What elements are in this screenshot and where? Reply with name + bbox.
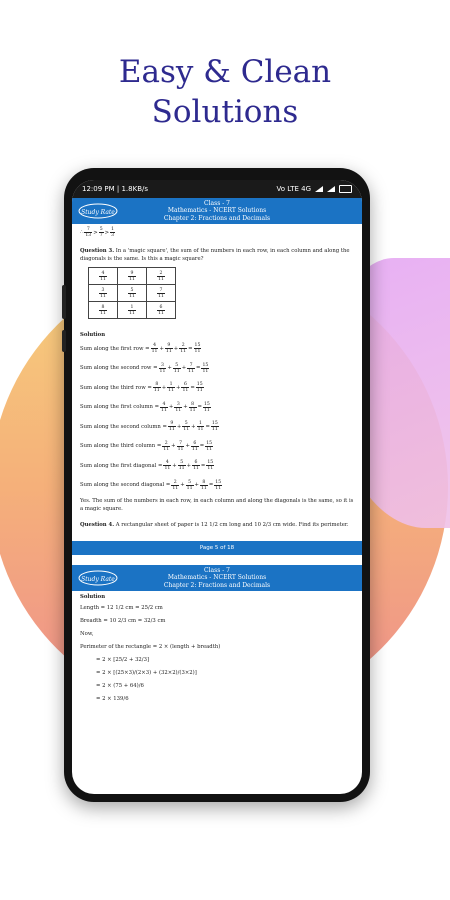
- fraction: $\frac{7}{11}$: [188, 362, 194, 374]
- subject-label: Mathematics - NCERT Solutions: [167, 207, 267, 215]
- sum-line: Sum along the first row = $\frac{4}{11}$ + $\frac{9}{11}$ + $\frac{2}{11}$ = $\frac{15}{11}$: [80, 343, 201, 355]
- magic-square-cell: [89, 268, 118, 285]
- fraction: $\frac{8}{11}$: [200, 479, 207, 491]
- fraction: $\frac{7}{11}$: [177, 440, 184, 452]
- solution-label: Solution: [80, 332, 106, 338]
- sum-line: Sum along the third row = $\frac{8}{11}$ + $\frac{1}{11}$ + $\frac{6}{11}$ = $\frac{15}{11}$: [80, 382, 203, 394]
- question-4-text: A rectangular sheet of paper is 12 1/2 cm long and 10 2/3 cm wide. Find its perimeter.: [115, 522, 349, 528]
- status-icons: [277, 185, 353, 193]
- signal-icon: [315, 186, 323, 192]
- step-3: = 2 × (75 + 64)/6: [96, 682, 144, 689]
- fraction: $\frac{15}{11}$: [215, 479, 222, 491]
- fraction: $\frac{15}{11}$: [207, 460, 214, 472]
- phone-power-button: [62, 330, 66, 352]
- step-4: = 2 × 139/6: [96, 695, 129, 702]
- sum-line: Sum along the second diagonal = $\frac{2}{11}$ + $\frac{5}{11}$ + $\frac{8}{11}$ = $\frac{15}{11}$: [80, 479, 222, 491]
- class-label: Class - 7: [204, 199, 230, 207]
- sum-line: Sum along the second row = $\frac{3}{11}$ + $\frac{5}{11}$ + $\frac{7}{11}$ = $\frac{15}{11}$: [80, 362, 209, 374]
- step-2: = 2 × [(25×3)/(2×3) + (32×2)/(3×2)]: [96, 669, 197, 676]
- document-header-2: [72, 565, 362, 591]
- magic-square-cell: [118, 302, 147, 319]
- solution-label-2: Solution: [80, 594, 106, 600]
- question-3: [80, 247, 354, 263]
- question-3-label: Question 3.: [80, 248, 115, 254]
- promo-headline: [0, 52, 450, 132]
- fraction: $\frac{6}{11}$: [191, 440, 198, 452]
- document-header: [72, 198, 362, 224]
- sum-line: Sum along the first column = $\frac{4}{11}$ + $\frac{3}{11}$ + $\frac{8}{11}$ = $\frac{15}{11}$: [80, 401, 210, 413]
- sum-label: Sum along the second row =: [80, 365, 158, 372]
- fraction: $\frac{15}{11}$: [203, 401, 210, 413]
- sum-line: Sum along the third column = $\frac{2}{11}$ + $\frac{7}{11}$ + $\frac{6}{11}$ = $\frac{15}{11}$: [80, 440, 213, 452]
- document-header-text: [72, 200, 362, 223]
- question-3-text: In a 'magic square', the sum of the numbers in each row, in each column and along the diagonals is the same. Is this a magic square?: [80, 248, 350, 262]
- fraction: $\frac{4}{11}$: [164, 460, 171, 472]
- magic-square-table: [88, 267, 176, 319]
- phone-volume-button: [62, 285, 66, 319]
- fraction: $\frac{8}{11}$: [189, 401, 196, 413]
- page-indicator-text: Page 5 of 18: [199, 545, 235, 551]
- sum-label: Sum along the second column =: [80, 423, 167, 430]
- fraction: $\frac{2}{11}$: [172, 479, 179, 491]
- fraction: $\frac{9}{11}$: [168, 421, 175, 433]
- sum-label: Sum along the first diagonal =: [80, 462, 163, 469]
- fraction: $\frac{5}{11}$: [183, 421, 190, 433]
- question-4: [80, 521, 354, 529]
- fraction: $\frac{8}{11}$: [153, 382, 160, 394]
- phone-screen: [72, 180, 362, 794]
- fraction: $\frac{15}{11}$: [196, 382, 203, 394]
- fraction: $\frac{3}{11}$: [175, 401, 182, 413]
- magic-square-cell: [147, 285, 176, 302]
- fraction: $\frac{5}{11}$: [178, 460, 185, 472]
- fraction: $\frac{4}{11}$: [100, 270, 106, 282]
- magic-square-cell: [89, 285, 118, 302]
- fraction: $\frac{2}{11}$: [180, 343, 187, 355]
- fraction: $\frac{9}{11}$: [165, 343, 172, 355]
- fraction: $\frac{9}{11}$: [129, 270, 135, 282]
- sum-label: Sum along the third column =: [80, 443, 162, 450]
- fraction: $\frac{4}{11}$: [161, 401, 167, 413]
- fraction: $\frac{3}{11}$: [100, 287, 106, 299]
- battery-icon: [339, 185, 352, 193]
- promo-headline-line1: Easy & Clean: [118, 54, 332, 90]
- chapter-label: Chapter 2: Fractions and Decimals: [163, 214, 271, 222]
- fraction: $\frac{6}{11}$: [182, 382, 189, 394]
- magic-square-cell: [89, 302, 118, 319]
- magic-square-row: [89, 268, 176, 285]
- sum-label: Sum along the third row =: [80, 384, 152, 391]
- network-label: Vo LTE 4G: [276, 185, 311, 193]
- fraction: $\frac{6}{11}$: [158, 304, 164, 316]
- fraction: $\frac{15}{11}$: [194, 343, 201, 355]
- step-1: = 2 × [25/2 + 32/3]: [96, 656, 150, 663]
- status-bar: [72, 180, 362, 198]
- fraction: $\frac{2}{11}$: [163, 440, 170, 452]
- fraction: $\frac{15}{11}$: [202, 362, 209, 374]
- document-header-text-2: Class - 7 Mathematics - NCERT Solutions Chapter 2: Fractions and Decimals: [163, 566, 271, 589]
- fraction: $\frac{2}{11}$: [158, 270, 164, 282]
- fraction: $\frac{7}{11}$: [158, 287, 164, 299]
- magic-square-cell: [118, 268, 147, 285]
- magic-square-row: [89, 302, 176, 319]
- magic-square-cell: [118, 285, 147, 302]
- conclusion-text: Yes. The sum of the numbers in each row, in each column and along the diagonals is the same, so it is a magic square.: [80, 498, 354, 512]
- sum-label: Sum along the second diagonal =: [80, 482, 171, 489]
- page-content-2[interactable]: [72, 591, 362, 707]
- fraction: $\frac{15}{11}$: [206, 440, 213, 452]
- fraction: $\frac{3}{11}$: [159, 362, 166, 374]
- perimeter-formula: Perimeter of the rectangle = 2 × (length + breadth): [80, 643, 221, 650]
- fraction: $\frac{1}{11}$: [168, 382, 175, 394]
- top-partial-line: ∴ $\frac{7}{13}$ > $\frac{5}{7}$ > $\frac{1}{3}$: [80, 227, 115, 238]
- fraction: $\frac{5}{11}$: [129, 287, 135, 299]
- status-time: 12:09 PM | 1.8KB/s: [82, 185, 148, 193]
- fraction: $\frac{1}{11}$: [129, 304, 135, 316]
- promo-headline-line2: Solutions: [151, 94, 299, 130]
- fraction: $\frac{1}{11}$: [197, 421, 204, 433]
- magic-square-row: [89, 285, 176, 302]
- breadth-line: Breadth = 10 2/3 cm = 32/3 cm: [80, 617, 166, 624]
- sum-label: Sum along the first row =: [80, 345, 150, 352]
- length-line: Length = 12 1/2 cm = 25/2 cm: [80, 604, 163, 611]
- fraction: $\frac{5}{11}$: [173, 362, 180, 374]
- fraction: $\frac{5}{11}$: [186, 479, 193, 491]
- magic-square-cell: [147, 268, 176, 285]
- fraction: $\frac{8}{11}$: [100, 304, 106, 316]
- fraction: $\frac{15}{11}$: [211, 421, 218, 433]
- now-line: Now,: [80, 630, 94, 637]
- svg-text:Study Rate: Study Rate: [81, 576, 115, 583]
- question-4-label: Question 4.: [80, 522, 115, 528]
- magic-square-cell: [147, 302, 176, 319]
- signal-icon-2: [327, 186, 335, 192]
- page-content[interactable]: [72, 224, 362, 531]
- sum-label: Sum along the first column =: [80, 404, 160, 411]
- sum-line: Sum along the second column = $\frac{9}{11}$ + $\frac{5}{11}$ + $\frac{1}{11}$ = $\frac{15}{11}$: [80, 421, 218, 433]
- fraction: $\frac{6}{11}$: [193, 460, 199, 472]
- logo-text: Study Rate: [81, 209, 115, 216]
- sums-list: [80, 339, 354, 495]
- page-indicator-bar: [72, 541, 362, 555]
- sum-line: Sum along the first diagonal = $\frac{4}{11}$ + $\frac{5}{11}$ + $\frac{6}{11}$ = $\frac{15}{11}$: [80, 460, 214, 472]
- fraction: $\frac{4}{11}$: [151, 343, 158, 355]
